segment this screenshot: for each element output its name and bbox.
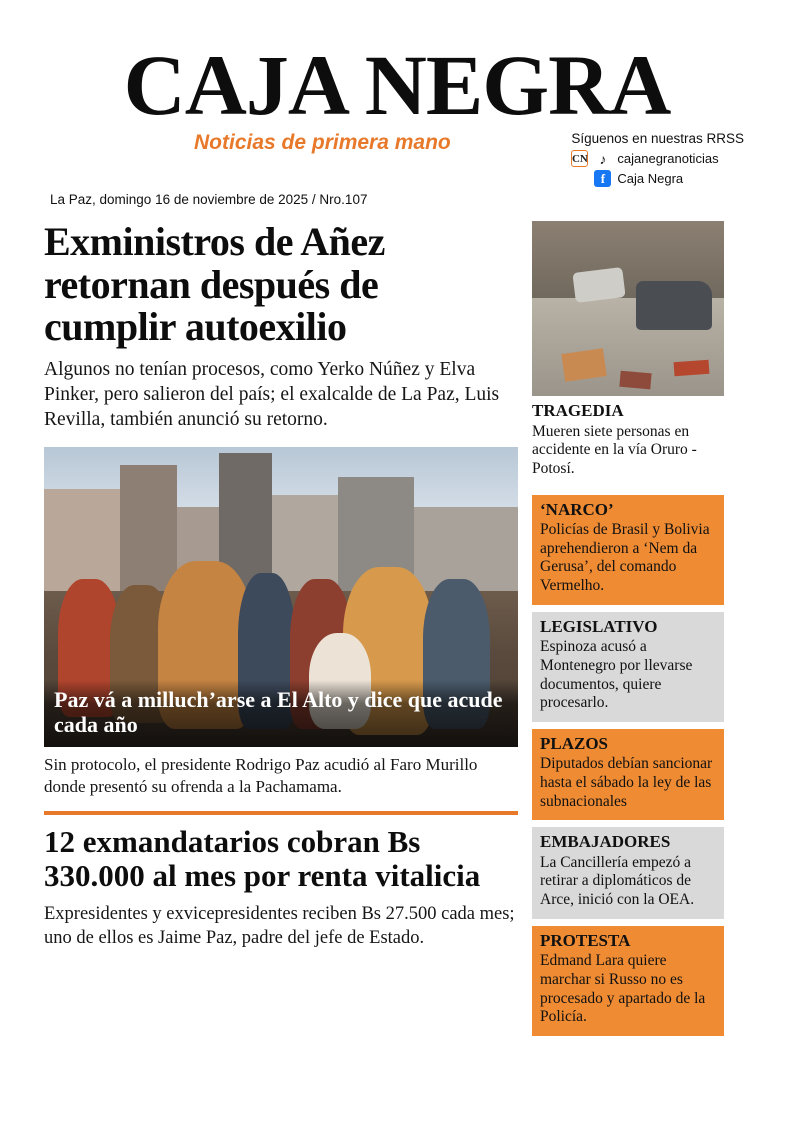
tiktok-icon: ♪ [599,150,607,167]
brief-title: PLAZOS [540,733,609,753]
brief-item-protesta[interactable] [532,926,724,1036]
brief-text: La Cancillería empezó a retirar a diplomáticos de Arce, inició con la OEA. [540,853,695,909]
brief-item-legislativo[interactable] [532,612,724,722]
photo-headline[interactable]: Paz vá a milluch’arse a El Alto y dice que acude cada año [54,686,503,737]
brief-title: EMBAJADORES [540,832,671,852]
masthead-row [44,131,750,190]
brief-item-plazos[interactable] [532,729,724,820]
brief-title: ‘NARCO’ [540,499,614,519]
sidebar-column [532,221,724,1043]
brief-text: Edmand Lara quiere marchar si Russo no es procesado y apartado de la Policía. [540,952,706,1026]
social-facebook[interactable] [571,170,744,187]
brief-title: LEGISLATIVO [540,616,658,636]
photo-caption: Sin protocolo, el presidente Rodrigo Paz acudió al Faro Murillo donde presentó su ofrenda a la Pachamama. [44,755,478,796]
brief-text: Diputados debían sancionar hasta el sábado la ley de las subnacionales [540,755,713,810]
photo-overturned-vehicle [573,267,626,303]
masthead-tagline: Noticias de primera mano [194,131,451,155]
social-tiktok[interactable] [571,150,744,167]
section-divider [44,811,518,815]
lead-subhead: Algunos no tenían procesos, como Yerko Núñez y Elva Pinker, pero salieron del país; el exalcalde de La Paz, Luis Revilla, también anunció su retorno. [44,359,500,431]
social-heading: Síguenos en nuestras RRSS [571,131,744,147]
spacer-icon [571,170,588,187]
brief-title: TRAGEDIA [532,401,624,421]
sidebar-photo-accident [532,221,724,396]
main-photo [44,447,518,747]
second-subhead: Expresidentes y exvicepresidentes reciben Bs 27.500 cada mes; uno de ellos es Jaime Paz, padre del jefe de Estado. [44,904,515,948]
newspaper-title: CAJA NEGRA [123,37,671,133]
brief-item-embajadores[interactable] [532,827,724,918]
brief-text: Espinoza acusó a Montenegro por llevarse documentos, quiere procesarlo. [540,638,693,712]
social-tiktok-handle: cajanegranoticias [617,151,719,167]
social-facebook-handle: Caja Negra [617,171,684,187]
photo-vehicle [636,281,713,330]
photo-debris [674,360,709,376]
photo-debris [561,348,607,382]
brief-item-tragedia[interactable] [532,396,724,487]
masthead [44,0,750,207]
brief-text: Policías de Brasil y Bolivia aprehendieron a ‘Nem da Gerusa’, del comando Vermelho. [540,521,710,595]
brief-text: Mueren siete personas en accidente en la vía Oruro - Potosí. [532,422,697,477]
brief-title: PROTESTA [540,930,631,950]
dateline: La Paz, domingo 16 de noviembre de 2025 / Nro.107 [50,192,368,208]
facebook-icon: f [594,170,611,187]
brief-item-narco[interactable] [532,495,724,605]
caja-negra-logo-icon: CN [571,150,588,167]
photo-overlay [44,680,518,747]
lead-headline[interactable]: Exministros de Añez retornan después de cumplir autoexilio [44,219,385,349]
photo-debris [620,370,652,388]
second-headline[interactable]: 12 exmandatarios cobran Bs 330.000 al mes por renta vitalicia [44,823,481,894]
social-block [571,131,750,190]
main-column [44,221,518,1043]
page-content [44,221,750,1043]
